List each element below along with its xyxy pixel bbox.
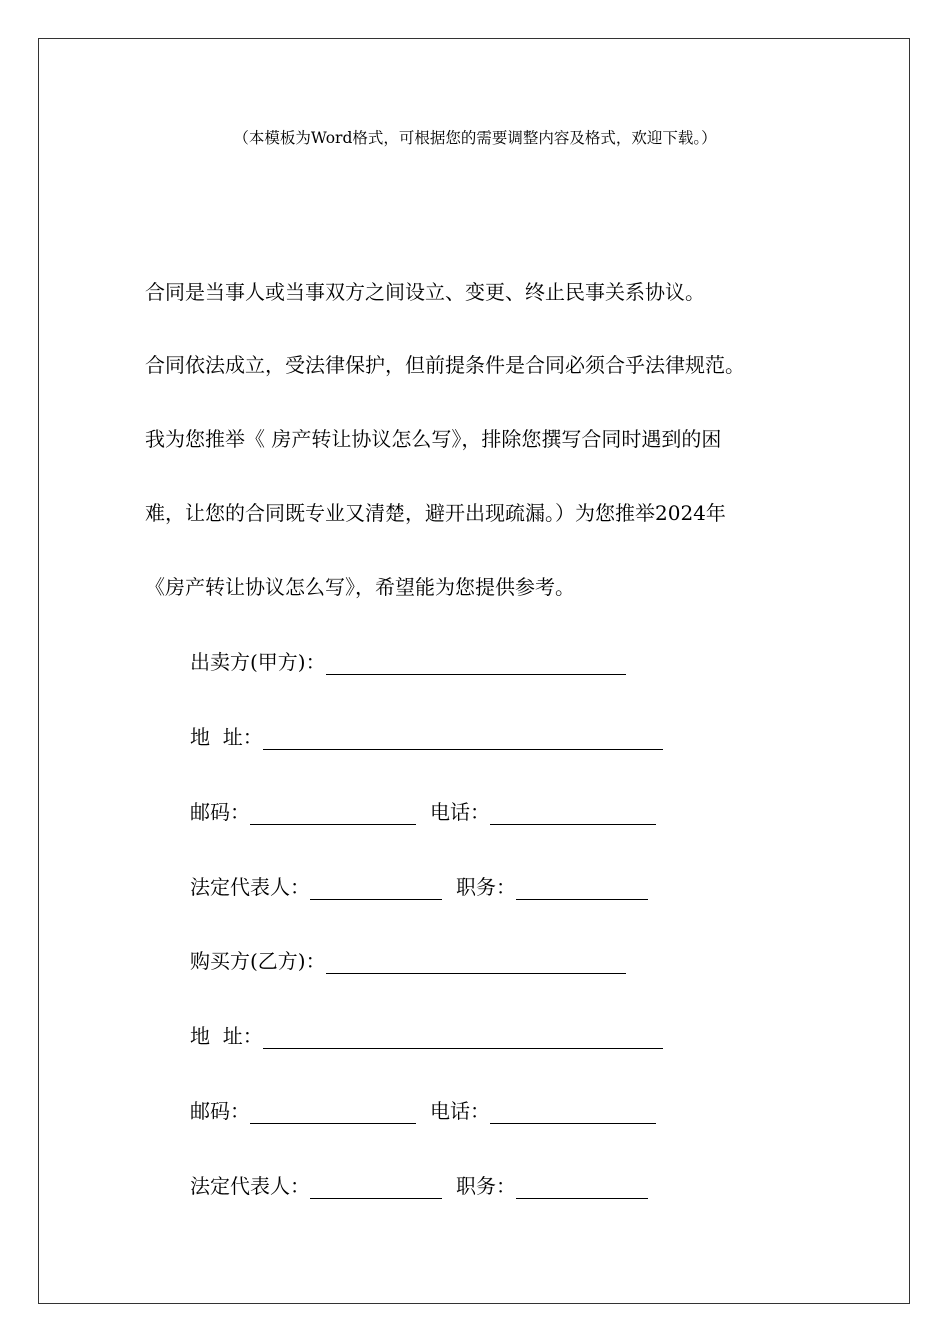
buyer-rep-row (190, 1170, 648, 1199)
seller-title-field[interactable] (516, 877, 648, 900)
seller-party-row (190, 646, 626, 675)
intro-line-1: 合同是当事人或当事双方之间设立、变更、终止民事关系协议。 (145, 280, 705, 304)
template-note: （本模板为Word格式，可根据您的需要调整内容及格式，欢迎下载。） (233, 129, 717, 147)
seller-title-label: 职务： (456, 875, 516, 899)
buyer-phone-label: 电话： (430, 1099, 490, 1123)
intro-line-2: 合同依法成立，受法律保护，但前提条件是合同必须合乎法律规范。 (145, 353, 745, 377)
buyer-phone-field[interactable] (490, 1101, 656, 1124)
seller-rep-row (190, 871, 648, 900)
seller-contact-row (190, 796, 656, 825)
buyer-postcode-label: 邮码： (190, 1099, 250, 1123)
buyer-postcode-field[interactable] (250, 1101, 416, 1124)
seller-postcode-field[interactable] (250, 802, 416, 825)
buyer-address-field[interactable] (263, 1026, 663, 1049)
seller-address-field[interactable] (263, 727, 663, 750)
seller-phone-label: 电话： (430, 800, 490, 824)
intro-line-3: 我为您推举《 房产转让协议怎么写》，排除您撰写合同时遇到的困 (145, 427, 722, 451)
buyer-address-label: 地 址： (190, 1024, 263, 1048)
seller-rep-label: 法定代表人： (190, 875, 310, 899)
buyer-party-field[interactable] (326, 951, 626, 974)
intro-line-5: 《房产转让协议怎么写》，希望能为您提供参考。 (145, 575, 575, 599)
buyer-address-row (190, 1020, 663, 1049)
seller-party-label: 出卖方(甲方)： (190, 650, 326, 674)
seller-postcode-label: 邮码： (190, 800, 250, 824)
buyer-rep-label: 法定代表人： (190, 1174, 310, 1198)
seller-address-row (190, 721, 663, 750)
buyer-title-field[interactable] (516, 1176, 648, 1199)
seller-party-field[interactable] (326, 652, 626, 675)
buyer-contact-row (190, 1095, 656, 1124)
seller-phone-field[interactable] (490, 802, 656, 825)
buyer-rep-field[interactable] (310, 1176, 442, 1199)
buyer-party-label: 购买方(乙方)： (190, 949, 326, 973)
intro-line-4: 难，让您的合同既专业又清楚，避开出现疏漏。）为您推举2024年 (145, 501, 726, 525)
buyer-party-row (190, 945, 626, 974)
seller-rep-field[interactable] (310, 877, 442, 900)
buyer-title-label: 职务： (456, 1174, 516, 1198)
seller-address-label: 地 址： (190, 725, 263, 749)
